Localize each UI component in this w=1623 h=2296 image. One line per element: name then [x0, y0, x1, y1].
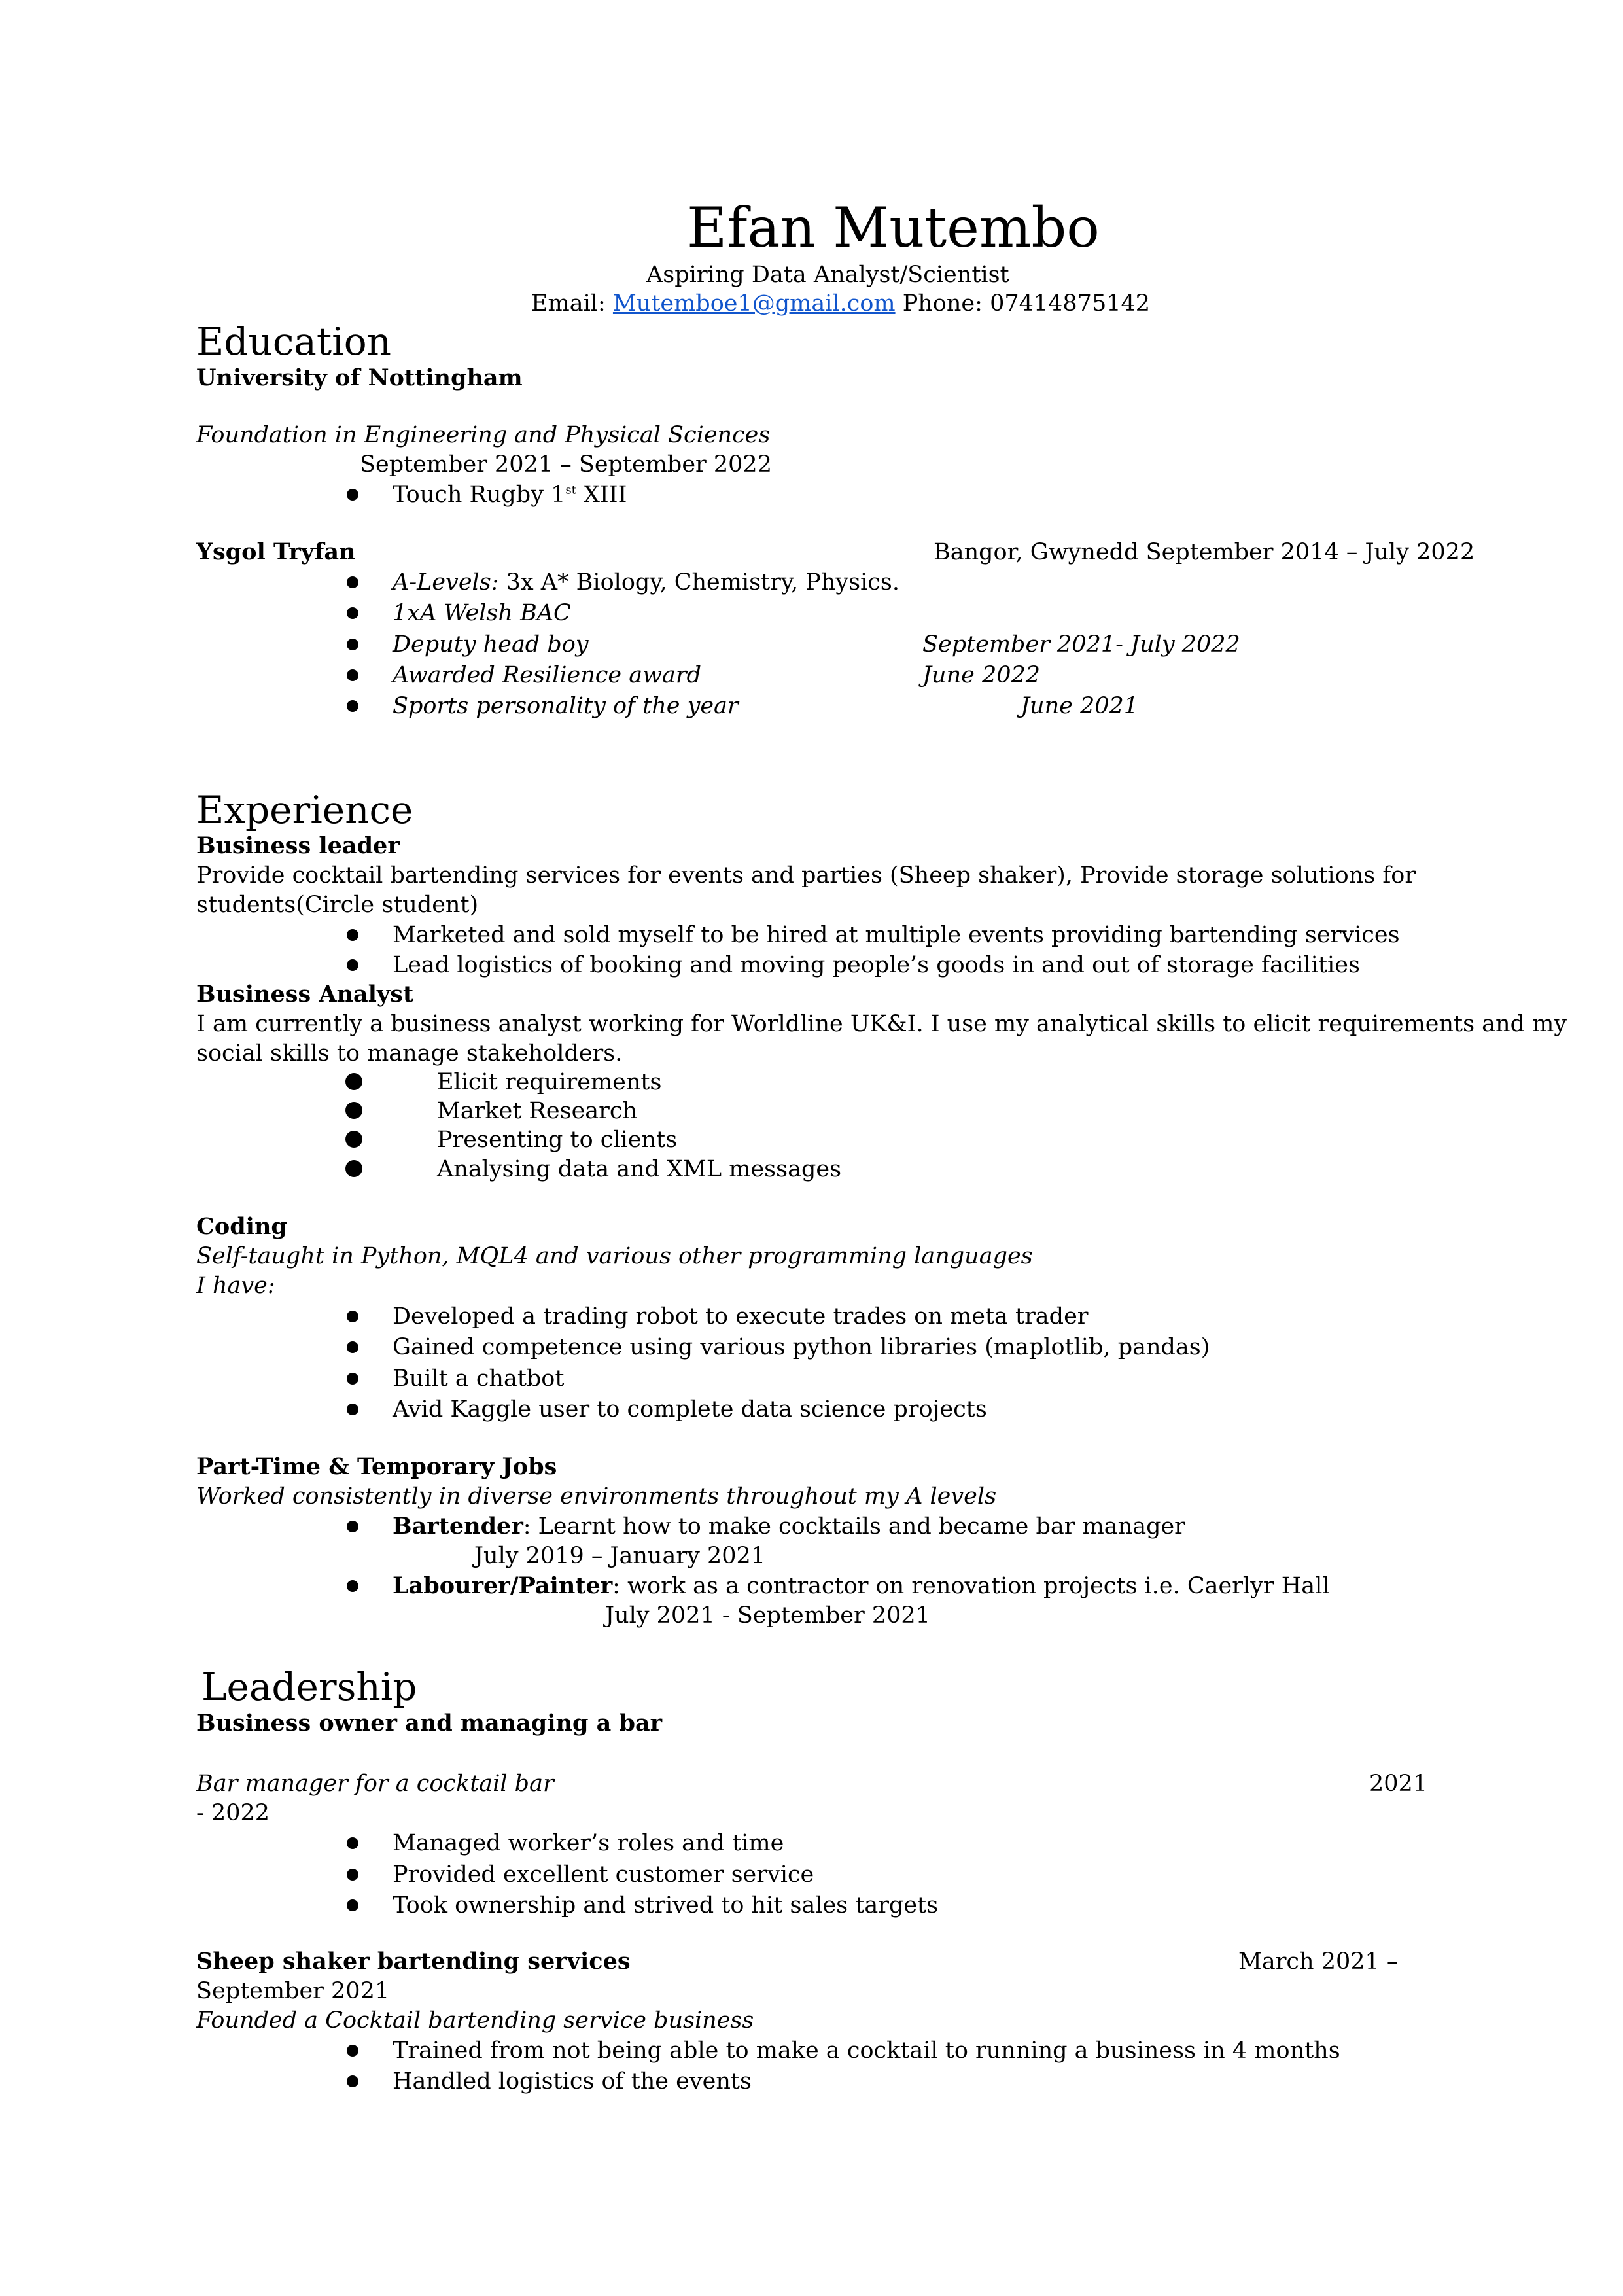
part-time-line: Worked consistently in diverse environments throughout my A levels: [196, 1483, 997, 1510]
business-analyst-title: Business Analyst: [196, 981, 414, 1008]
list-item: Handled logistics of the events: [393, 2068, 752, 2094]
nottingham-dates: September 2021 – September 2022: [360, 451, 772, 478]
list-item: Avid Kaggle user to complete data science projects: [393, 1396, 987, 1422]
bullet-icon: [347, 929, 358, 941]
part-time-title: Part-Time & Temporary Jobs: [196, 1453, 557, 1480]
nottingham-item: Touch Rugby 1st XIII: [393, 482, 627, 508]
coding-title: Coding: [196, 1213, 287, 1240]
tryfan-item-date: June 2021: [1021, 693, 1139, 719]
bullet-icon: [347, 639, 358, 650]
bullet-icon: [345, 1160, 362, 1177]
bar-year-start: 2021: [1369, 1771, 1428, 1797]
list-item: Lead logistics of booking and moving people’s goods in and out of storage facilities: [393, 952, 1360, 978]
experience-heading: Experience: [196, 788, 413, 832]
bullet-icon: [345, 1131, 362, 1148]
business-analyst-desc: I am currently a business analyst working for Worldline UK&I. I use my analytical skills to elicit requirements and my: [196, 1011, 1567, 1037]
tagline: Aspiring Data Analyst/Scientist: [646, 262, 1009, 288]
nottingham-name: University of Nottingham: [196, 364, 523, 391]
bullet-icon: [347, 607, 358, 619]
bullet-icon: [345, 1073, 362, 1090]
job-dates: July 2021 - September 2021: [605, 1602, 930, 1629]
tryfan-item: Awarded Resilience award: [393, 662, 702, 688]
bullet-icon: [347, 1869, 358, 1881]
phone-label: Phone:: [902, 291, 983, 317]
bullet-icon: [347, 1311, 358, 1322]
business-leader-desc: Provide cocktail bartending services for events and parties (Sheep shaker), Provide storage solutions for: [196, 862, 1416, 889]
list-item: Developed a trading robot to execute trades on meta trader: [393, 1303, 1089, 1330]
bullet-icon: [347, 1341, 358, 1353]
bullet-icon: [347, 576, 358, 588]
bullet-icon: [347, 1837, 358, 1849]
alevels-item: A-Levels: 3x A* Biology, Chemistry, Physics.: [393, 569, 899, 595]
coding-line: Self-taught in Python, MQL4 and various other programming languages: [196, 1243, 1033, 1269]
phone-value: 07414875142: [990, 291, 1151, 317]
sheep-date-start: March 2021 –: [1238, 1949, 1399, 1975]
coding-line: I have:: [196, 1273, 275, 1299]
education-heading: Education: [196, 319, 392, 364]
leadership-heading: Leadership: [201, 1665, 417, 1709]
list-item: Built a chatbot: [393, 1366, 565, 1392]
bullet-icon: [347, 669, 358, 681]
tryfan-item: Sports personality of the year: [393, 693, 739, 719]
sheep-subtitle: Founded a Cocktail bartending service business: [196, 2007, 754, 2034]
tryfan-item-date: June 2022: [922, 662, 1041, 688]
list-item: Took ownership and strived to hit sales targets: [393, 1892, 939, 1918]
job-dates: July 2019 – January 2021: [474, 1543, 766, 1569]
bullet-icon: [347, 1580, 358, 1592]
bullet-icon: [347, 700, 358, 712]
email-link[interactable]: Mutemboe1@gmail.com: [612, 291, 896, 317]
list-item: Analysing data and XML messages: [437, 1156, 842, 1182]
business-leader-desc: students(Circle student): [196, 892, 479, 918]
list-item: Trained from not being able to make a cocktail to running a business in 4 months: [393, 2038, 1340, 2064]
bar-title: Business owner and managing a bar: [196, 1710, 663, 1737]
bullet-icon: [347, 2075, 358, 2087]
bullet-icon: [347, 959, 358, 971]
bar-role: Bar manager for a cocktail bar: [196, 1771, 554, 1797]
bullet-icon: [347, 1521, 358, 1532]
tryfan-name: Ysgol Tryfan: [196, 539, 356, 565]
sheep-date-end: September 2021: [196, 1978, 390, 2004]
bullet-icon: [347, 2045, 358, 2057]
list-item: Presenting to clients: [437, 1127, 678, 1153]
email-label: Email:: [531, 291, 606, 317]
bullet-icon: [347, 489, 358, 501]
tryfan-location-dates: Bangor, Gwynedd September 2014 – July 2022: [934, 539, 1475, 565]
sheep-title: Sheep shaker bartending services: [196, 1948, 631, 1975]
job-item: Labourer/Painter: work as a contractor on renovation projects i.e. Caerlyr Hall: [393, 1572, 1330, 1599]
nottingham-course: Foundation in Engineering and Physical Sciences: [196, 422, 771, 448]
business-analyst-desc: social skills to manage stakeholders.: [196, 1040, 623, 1067]
list-item: Provided excellent customer service: [393, 1862, 814, 1888]
bullet-icon: [347, 1404, 358, 1415]
contact-line: [531, 289, 1150, 318]
list-item: Elicit requirements: [437, 1069, 662, 1095]
bullet-icon: [347, 1373, 358, 1385]
tryfan-item: Deputy head boy: [393, 631, 589, 658]
tryfan-item: 1xA Welsh BAC: [393, 600, 571, 626]
bullet-icon: [347, 1899, 358, 1911]
bar-year-end: - 2022: [196, 1800, 270, 1826]
business-leader-title: Business leader: [196, 832, 400, 859]
list-item: Managed worker’s roles and time: [393, 1830, 784, 1856]
list-item: Marketed and sold myself to be hired at multiple events providing bartending services: [393, 922, 1400, 948]
list-item: Gained competence using various python libraries (maplotlib, pandas): [393, 1334, 1210, 1360]
page-title: Efan Mutembo: [687, 196, 1100, 260]
tryfan-item-date: September 2021- July 2022: [922, 631, 1240, 658]
bullet-icon: [345, 1102, 362, 1119]
job-item: Bartender: Learnt how to make cocktails and became bar manager: [393, 1513, 1185, 1540]
list-item: Market Research: [437, 1098, 638, 1124]
